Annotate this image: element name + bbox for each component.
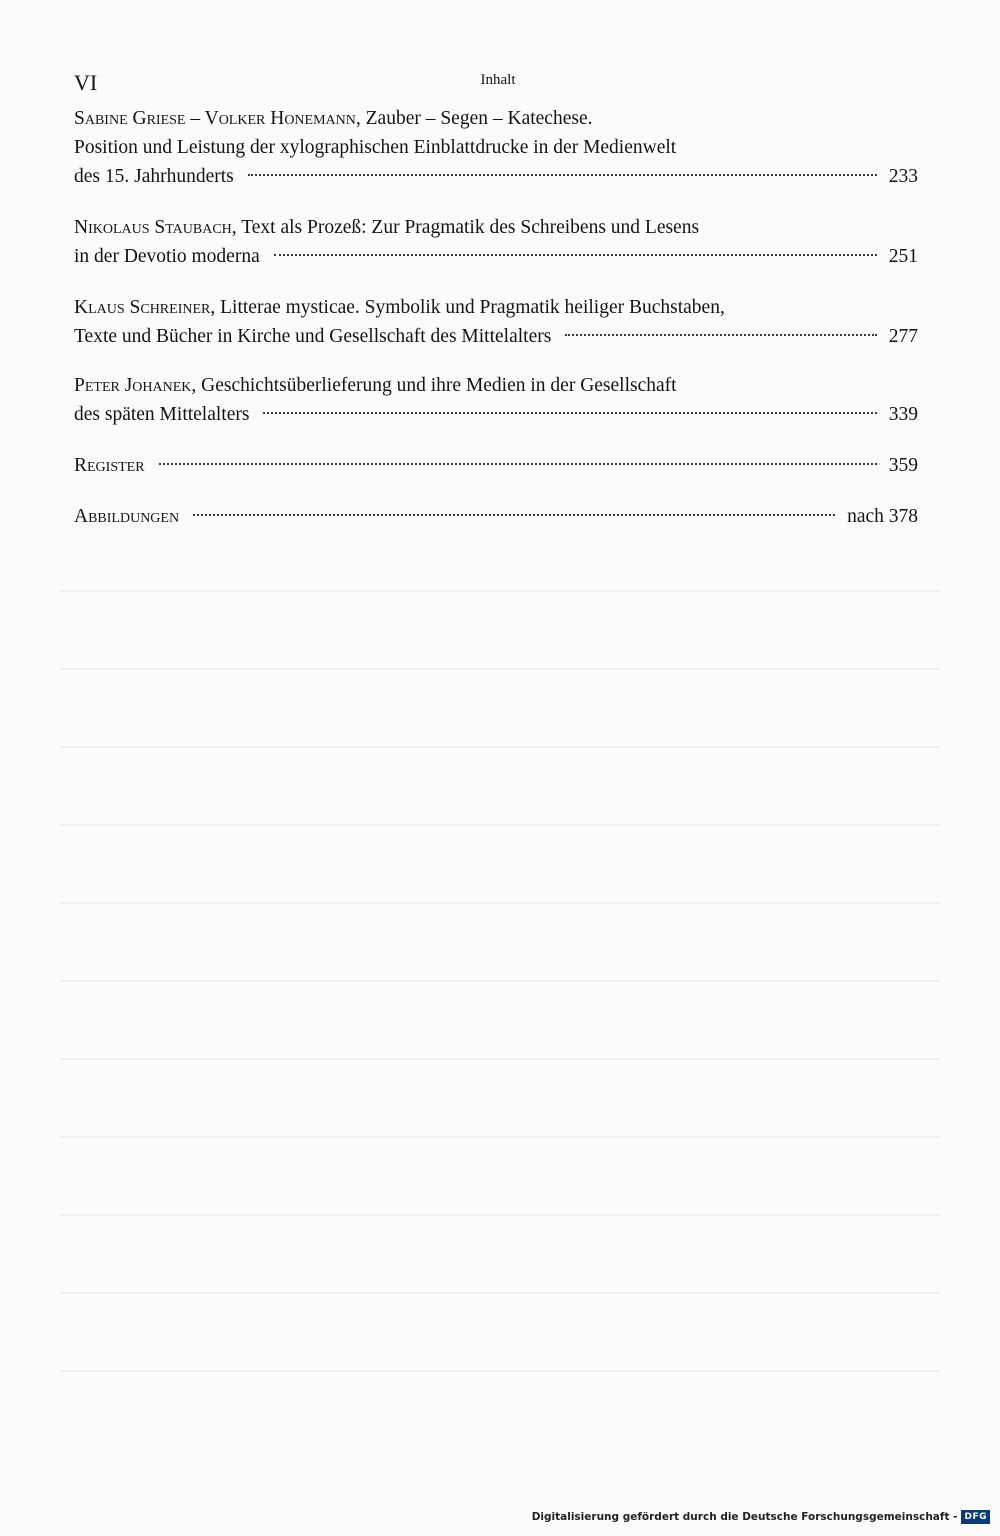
entry-title-line: , Zauber – Segen – Katechese. [355, 108, 593, 129]
running-head [74, 68, 922, 98]
entry-author: Klaus Schreiner [74, 297, 211, 318]
entry-title-line: des 15. Jahrhunderts [74, 166, 234, 187]
entry-title-line: , Geschichtsüberlieferung und ihre Medien in der Gesellschaft [191, 375, 677, 396]
dot-leader [159, 463, 877, 465]
entry-page-number: nach 378 [847, 506, 918, 527]
footer-text: Digitalisierung gefördert durch die Deutsche Forschungsgemeinschaft - [531, 1511, 958, 1523]
table-of-contents [74, 104, 918, 531]
dot-leader [274, 254, 877, 256]
bleed-through-background [60, 560, 940, 1440]
entry-page-number: 339 [888, 404, 918, 425]
page-number: VI [74, 70, 98, 95]
entry-page-number: 277 [888, 326, 918, 347]
entry-author: Nikolaus Staubach [74, 217, 232, 238]
running-title: Inhalt [480, 72, 516, 88]
entry-label: Abbildungen [74, 506, 180, 527]
entry-title-line: Texte und Bücher in Kirche und Gesellschaft des Mittelalters [74, 326, 552, 347]
entry-title-line: Position und Leistung der xylographischen Einblattdrucke in der Medienwelt [74, 137, 677, 158]
entry-title-line: in der Devotio moderna [74, 246, 260, 267]
dot-leader [263, 412, 876, 414]
entry-author: Peter Johanek [74, 375, 192, 396]
entry-title-line: , Text als Prozeß: Zur Pragmatik des Schreibens und Lesens [231, 217, 700, 238]
dot-leader [565, 334, 876, 336]
entry-label: Register [74, 455, 145, 476]
dfg-logo: DFG [961, 1510, 990, 1524]
toc-entry[interactable] [74, 371, 918, 429]
entry-page-number: 233 [888, 166, 918, 187]
dot-leader [248, 174, 877, 176]
entry-title-line: , Litterae mysticae. Symbolik und Pragmatik heiliger Buchstaben, [210, 297, 725, 318]
toc-entry-register[interactable] [74, 451, 918, 480]
entry-page-number: 251 [888, 246, 918, 267]
toc-entry[interactable] [74, 104, 918, 191]
digitization-footer [532, 1510, 990, 1524]
entry-page-number: 359 [888, 455, 918, 476]
dot-leader [193, 514, 835, 516]
toc-entry[interactable] [74, 293, 918, 351]
toc-entry[interactable] [74, 213, 918, 271]
entry-author: Sabine Griese – Volker Honemann [74, 108, 356, 129]
entry-title-line: des späten Mittelalters [74, 404, 250, 425]
toc-entry-abbildungen[interactable] [74, 502, 918, 531]
